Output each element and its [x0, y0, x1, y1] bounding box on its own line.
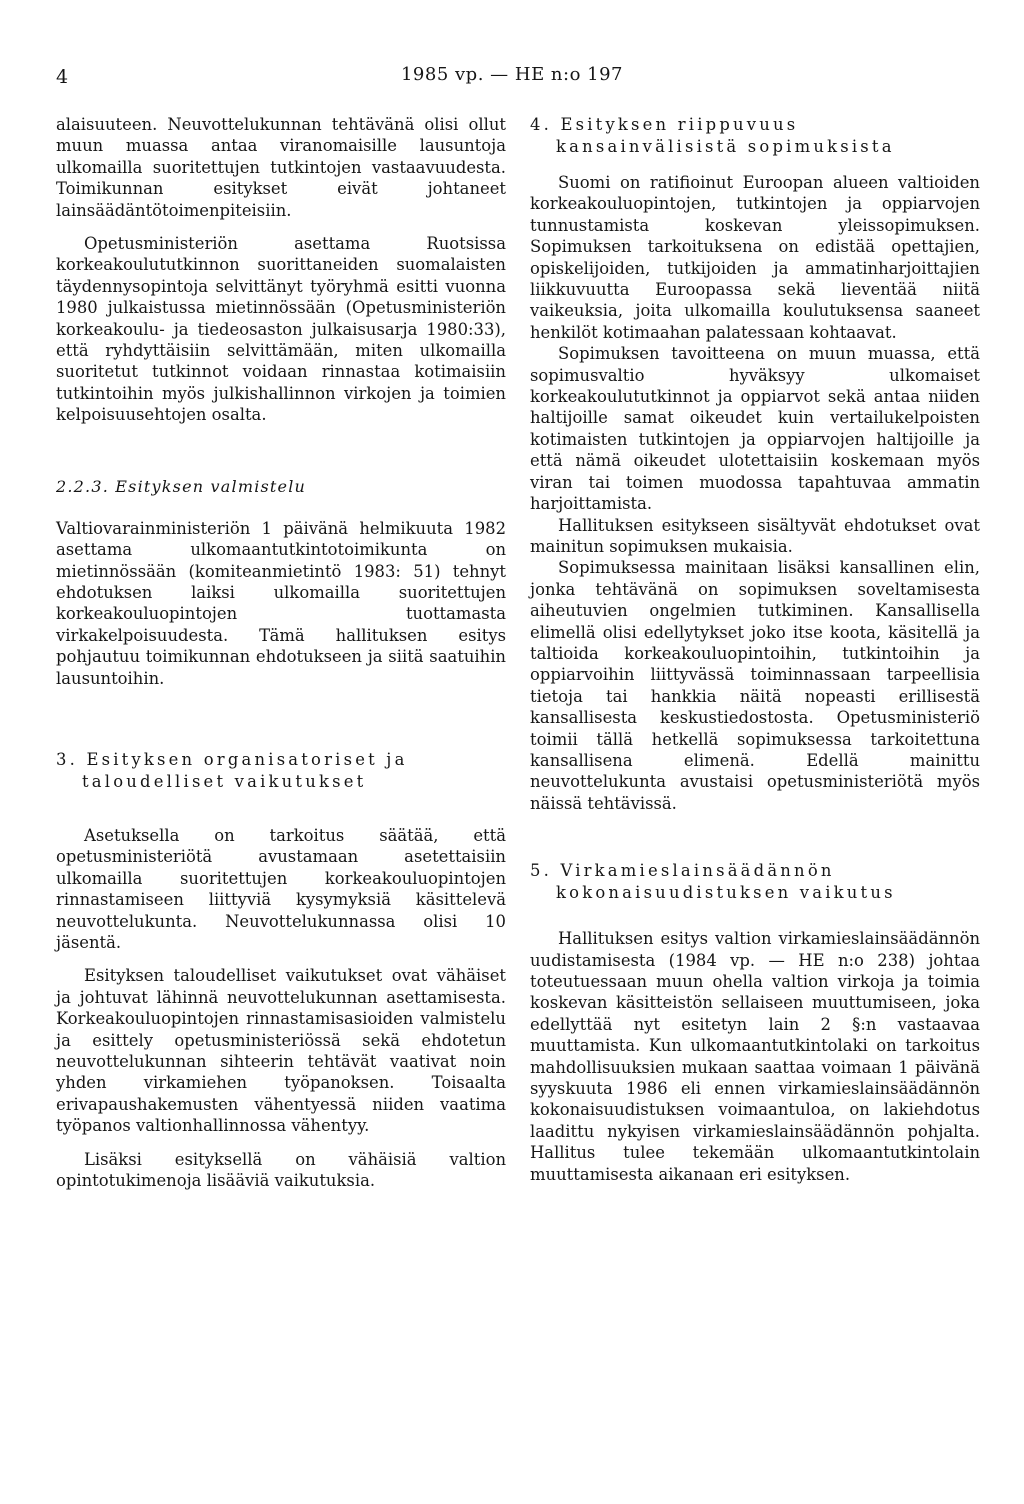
paragraph: Suomi on ratifioinut Euroopan alueen valtioiden korkeakouluopintojen, tutkintojen ja oppiarvojen tunnustamista koskevan yleissopimuksen. Sopimuksen tarkoituksena on edistää opettajien, opiskelijoiden, tutkijoiden ja ammatinharjoittajien liikkuvuutta Euroopassa sekä lieventää niitä vaikeuksia, joita ulkomailla koulutuksensa saaneet henkilöt kotimaahan palatessaan kohtaavat.	[530, 173, 980, 342]
paragraph: Hallituksen esitykseen sisältyvät ehdotukset ovat mainitun sopimuksen mukaisia.	[530, 515, 980, 556]
section-heading: 5. Virkamieslainsäädännön kokonaisuudistuksen vaikutus	[530, 861, 896, 903]
paragraph: Opetusministeriön asettama Ruotsissa korkeakoulututkinnon suorittaneiden suomalaisten täydennysopintoja selvittänyt työryhmä esitti vuonna 1980 julkaistussa mietinnössään (Opetusministeriön korkeakoulu- ja tiedeosaston julkaisusarja 1980:33), että ryhdyttäisiin selvittämään, miten ulkomailla suoritetut tutkinnot voidaan rinnastaa kotimaisiin tutkintoihin myös julkishallinnon virkojen ja toimien kelpoisuusehtojen osalta.	[56, 234, 506, 425]
paragraph: Valtiovarainministeriön 1 päivänä helmikuuta 1982 asettama ulkomaantutkintotoimikunta on mietinnössään (komiteanmietintö 1983: 51) tehnyt ehdotuksen laiksi ulkomailla suoritettujen korkeakouluopintojen tuottamasta virkakelpoisuudesta. Tämä hallituksen esitys pohjautuu toimikunnan ehdotukseen ja siitä saatuihin lausuntoihin.	[56, 518, 506, 688]
running-head: 1985 vp. — HE n:o 197	[400, 64, 624, 85]
section-heading: 3. Esityksen organisatoriset ja taloudelliset vaikutukset	[56, 749, 408, 791]
paragraph: Sopimuksessa mainitaan lisäksi kansallinen elin, jonka tehtävänä on sopimuksen soveltamisesta aiheutuvien ongelmien tutkiminen. Kansallisella elimellä olisi edellytykset joko itse koota, käsitellä ja taltioida korkeakouluopintoihin, tutkintoihin ja oppiarvoihin liittyvässä toiminnassaan tarpeellisia tietoja tai hankkia näitä nopeasti erillisestä kansallisesta keskustiedostosta. Opetusministeriö toimii tällä hetkellä sopimuksessa tarkoitettuna kansallisena elimenä. Edellä mainittu neuvottelukunta avustaisi opetusministeriötä myös näissä tehtävissä.	[530, 558, 980, 813]
right-column	[530, 114, 980, 1197]
paragraph: Asetuksella on tarkoitus säätää, että opetusministeriötä avustamaan asetettaisiin ulkomailla suoritettujen korkeakouluopintojen rinnastamiseen liittyviä kysymyksiä käsittelevä neuvottelukunta. Neuvottelukunnassa olisi 10 jäsentä.	[56, 825, 506, 952]
paragraph: Hallituksen esitys valtion virkamieslainsäädännön uudistamisesta (1984 vp. — HE n:o 238) johtaa toteutuessaan muun ohella valtion virkoja ja toimia koskevan käsitteistön sellaiseen muuttumiseen, joka edellyttää nyt esitetyn lain 2 §:n vastaavaa muuttamista. Kun ulkomaantutkintolaki on tarkoitus mahdollisuuksien mukaan saattaa voimaan 1 päivänä syyskuuta 1986 eli ennen virkamieslainsäädännön kokonaisuudistuksen voimaantuloa, on lakiehdotus laadittu nykyisen virkamieslainsäädännön pohjalta. Hallitus tulee tekemään ulkomaantutkintolain muuttamisesta aikanaan eri esityksen.	[530, 929, 980, 1184]
subsection-heading: 2.2.3. Esityksen valmistelu	[56, 476, 307, 496]
paragraph: alaisuuteen. Neuvottelukunnan tehtävänä olisi ollut muun muassa antaa viranomaisille lausuntoja ulkomailla suoritettujen tutkintojen vastaavuudesta. Toimikunnan esitykset eivät johtaneet lainsäädäntötoimenpiteisiin.	[56, 115, 506, 220]
page-number: 4	[56, 66, 69, 88]
paragraph: Lisäksi esityksellä on vähäisiä valtion opintotukimenoja lisääviä vaikutuksia.	[56, 1149, 506, 1191]
left-column	[56, 114, 506, 1203]
paragraph: Sopimuksen tavoitteena on muun muassa, että sopimusvaltio hyväksyy ulkomaiset korkeakoulututkinnot ja oppiarvot sekä antaa niiden haltijoille samat oikeudet kuin vertailukelpoisten kotimaisten tutkintojen ja oppiarvojen haltijoille ja että nämä oikeudet ulotettaisiin koskemaan myös viran tai toimen muodossa tapahtuvaa ammatin harjoittamista.	[530, 344, 980, 514]
section-heading: 4. Esityksen riippuvuus kansainvälisistä sopimuksista	[530, 115, 895, 156]
paragraph: Esityksen taloudelliset vaikutukset ovat vähäiset ja johtuvat lähinnä neuvottelukunnan asettamisesta. Korkeakouluopintojen rinnastamisasioiden valmistelu ja esittely opetusministeriössä sekä ehdotetun neuvottelukunnan sihteerin tehtävät vaativat noin yhden virkamiehen työpanoksen. Toisaalta erivapaushakemusten vähentyessä niiden vaatima työpanos valtionhallinnossa vähentyy.	[56, 966, 506, 1136]
